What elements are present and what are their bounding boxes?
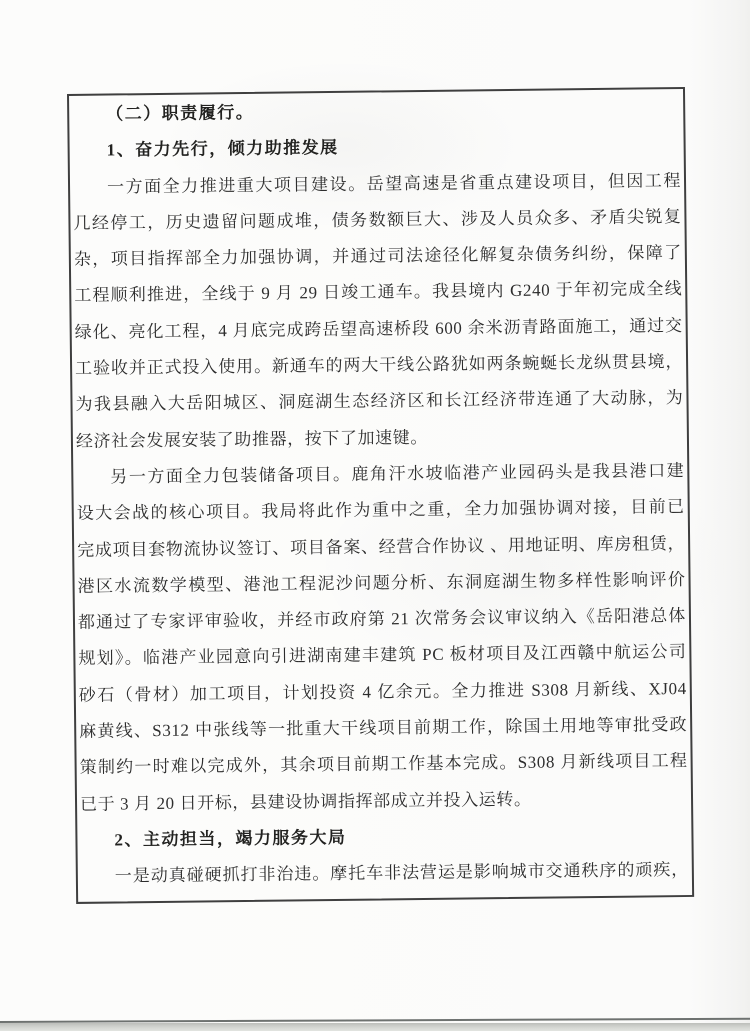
text-line: 工验收并正式投入使用。新通车的两大干线公路犹如两条蜿蜒长龙纵贯县境， [75, 352, 684, 379]
text-line: 绿化、亮化工程，4 月底完成跨岳望高速桥段 600 余米沥青路面施工，通过交 [74, 315, 683, 342]
text-line: 策制约一时难以完成外，其余项目前期工作基本完成。S308 月新线项目工程 [79, 751, 688, 778]
section-heading: （二）职责履行。 [106, 102, 255, 124]
text-line: 一是动真碰硬抓打非治违。摩托车非法营运是影响城市交通秩序的顽疾， [114, 860, 689, 886]
text-line: 一方面全力推进重大项目建设。岳望高速是省重点建设项目，但因工程 [106, 170, 682, 197]
text-line: 经济社会发展安装了助推器，按下了加速键。 [75, 427, 429, 451]
subsection-heading-2: 2、主动担当，竭力服务大局 [114, 827, 347, 850]
text-line: 规划》。临港产业园意向引进湖南建丰建筑 PC 板材项目及江西赣中航运公司 [78, 642, 687, 669]
text-line: 另一方面全力包装储备项目。鹿角汗水坡临港产业园码头是我县港口建 [110, 460, 685, 487]
text-line: 设大会战的核心项目。我局将此作为重中之重，全力加强协调对接，目前已 [76, 497, 685, 524]
text-line: 砂石（骨材）加工项目，计划投资 4 亿余元。全力推进 S308 月新线、XJ04 [78, 678, 687, 705]
text-line: 工程顺利推进，全线于 9 月 29 日竣工通车。我县境内 G240 于年初完成全线 [74, 279, 683, 306]
text-line: 麻黄线、S312 中张线等一批重大干线项目前期工作，除国土用地等审批受政 [79, 715, 688, 741]
text-line: 已于 3 月 20 日开标，县建设协调指挥部成立并投入运转。 [79, 789, 532, 814]
text-line: 都通过了专家评审验收，并经市政府第 21 次常务会议审议纳入《岳阳港总体 [77, 606, 687, 633]
table-cell [67, 87, 694, 904]
text-line: 完成项目套物流协议签订、项目备案、经营合作协议 、用地证明、库房租赁， [77, 533, 686, 560]
text-line: 港区水流数学模型、港池工程泥沙问题分析、东洞庭湖生物多样性影响评价 [77, 569, 686, 596]
scan-bottom-edge-strip [0, 1023, 750, 1031]
text-line: 杂，项目指挥部全力加强协调，并通过司法途径化解复杂债务纠纷，保障了 [73, 243, 682, 270]
text-line: 为我县融入大岳阳城区、洞庭湖生态经济区和长江经济带连通了大动脉，为 [75, 388, 684, 415]
subsection-heading-1: 1、奋力先行，倾力助推发展 [106, 138, 339, 160]
text-line: 几经停工，历史遗留问题成堆，债务数额巨大、涉及人员众多、矛盾尖锐复 [73, 206, 682, 233]
